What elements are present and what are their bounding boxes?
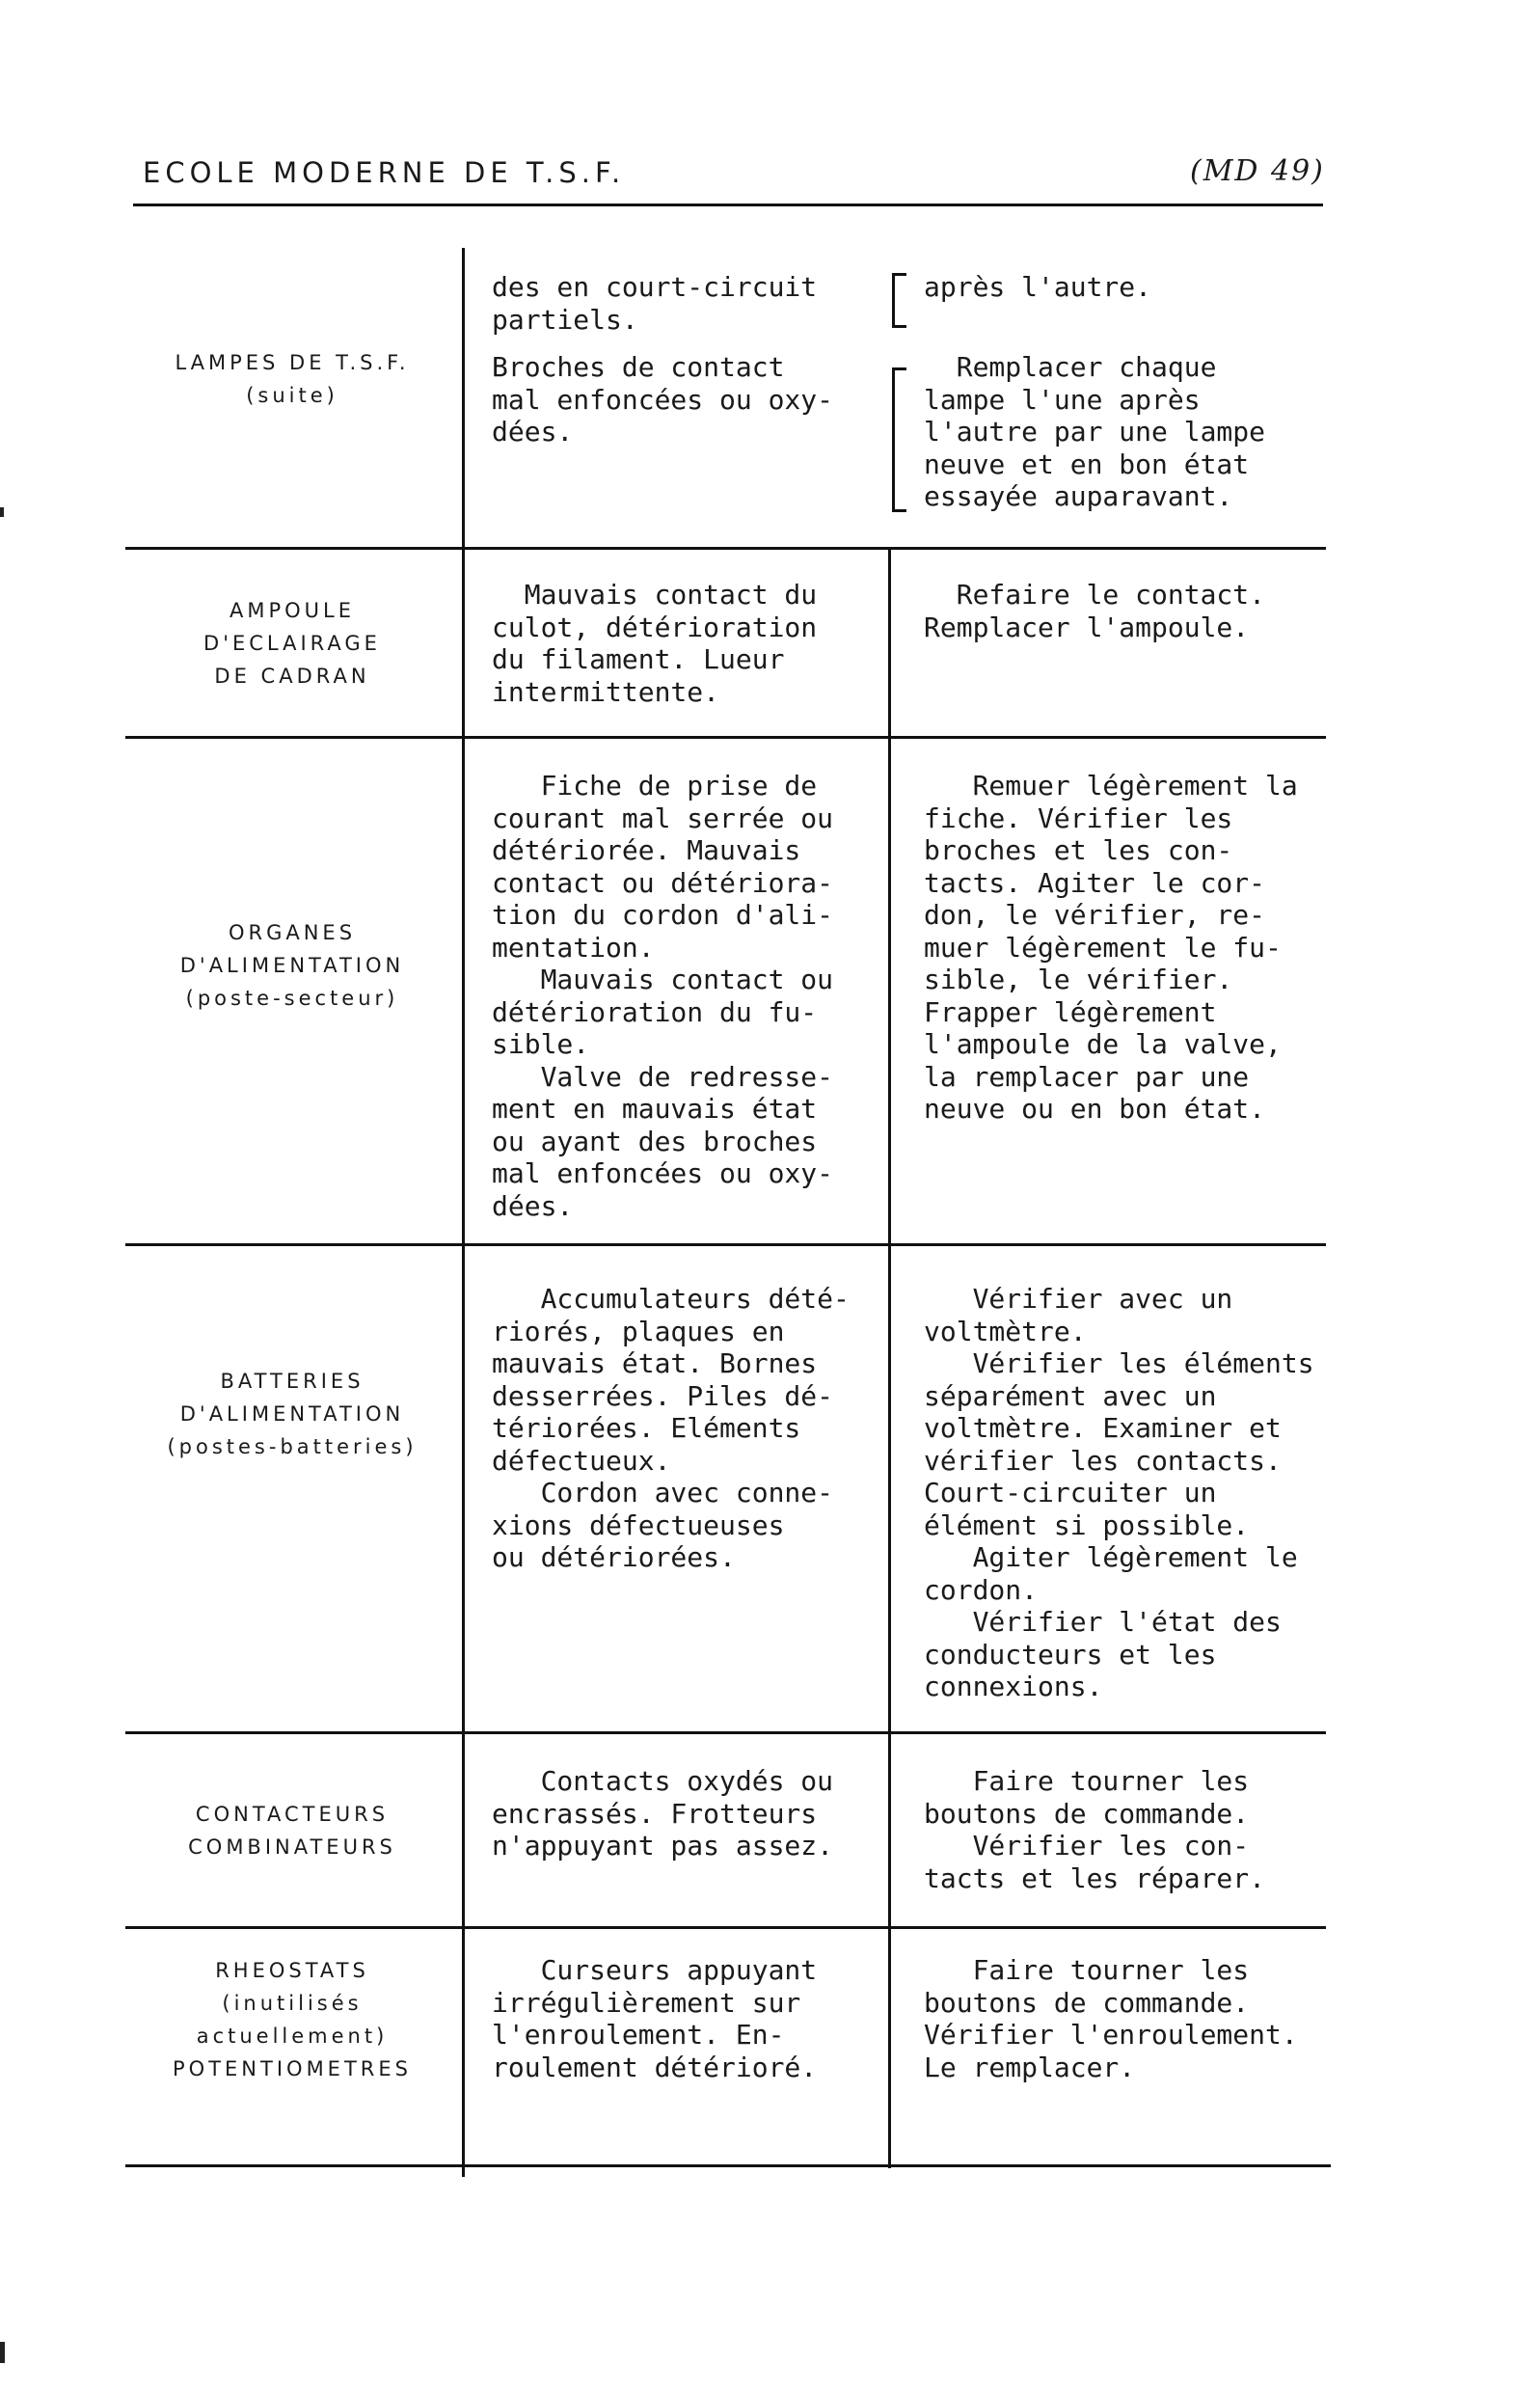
defects-cell: Fiche de prise de courant mal serrée ou détériorée. Mauvais contact ou détériora- tion du cordon d'ali- mentation. Mauvais contact ou détérioration du fu- sible. Valve de redresse- ment en mauvais état ou ayant des broches mal enfoncées ou oxy- dées. bbox=[492, 770, 834, 1222]
bracket bbox=[892, 273, 895, 328]
category-label: ORGANES D'ALIMENTATION (poste-secteur) bbox=[179, 921, 405, 1010]
category-label: AMPOULE D'ECLAIRAGE DE CADRAN bbox=[203, 599, 381, 688]
row-separator bbox=[125, 1243, 1326, 1246]
document-code: (MD 49) bbox=[1190, 154, 1325, 188]
remedy-cell: Remuer légèrement la fiche. Vérifier les broches et les con- tacts. Agiter le cor- don, le vérifier, re- muer légèrement le fu- sible, le vérifier. Frapper légèrement l'ampoule de la valve, la remplacer par une neuve ou en bon état. bbox=[924, 770, 1298, 1125]
category-label: BATTERIES D'ALIMENTATION (postes-batteries) bbox=[167, 1370, 418, 1458]
bracket bbox=[892, 367, 895, 512]
scan-margin-mark bbox=[0, 2342, 5, 2363]
category-label: CONTACTEURS COMBINATEURS bbox=[188, 1803, 396, 1859]
header-rule bbox=[133, 204, 1323, 206]
row-separator bbox=[125, 736, 1326, 739]
remedy-cell: après l'autre. bbox=[924, 271, 1152, 303]
scan-margin-mark bbox=[0, 507, 4, 517]
defects-cell: Curseurs appuyant irrégulièrement sur l'enroulement. En- roulement détérioré. bbox=[492, 1954, 818, 2083]
remedy-cell: Faire tourner les boutons de commande. Vérifier les con- tacts et les réparer. bbox=[924, 1765, 1266, 1894]
row-separator bbox=[125, 1731, 1326, 1734]
document-header-title: ECOLE MODERNE DE T.S.F. bbox=[143, 156, 626, 189]
row-separator bbox=[125, 1926, 1326, 1929]
remedy-cell: Remplacer chaque lampe l'une après l'autre par une lampe neuve et en bon état essayée auparavant. bbox=[924, 351, 1266, 512]
row-separator bbox=[125, 547, 1326, 550]
defects-cell: Accumulateurs dété- riorés, plaques en mauvais état. Bornes desserrées. Piles dé- tériorées. Eléments défectueux. Cordon avec conne- xions défectueuses ou détériorées. bbox=[492, 1283, 850, 1573]
defects-cell: Broches de contact mal enfoncées ou oxy- dées. bbox=[492, 351, 834, 448]
remedy-cell: Faire tourner les boutons de commande. Vérifier l'enroulement. Le remplacer. bbox=[924, 1954, 1298, 2083]
defects-cell: Contacts oxydés ou encrassés. Frotteurs n'appuyant pas assez. bbox=[492, 1765, 834, 1862]
category-label: LAMPES DE T.S.F. (suite) bbox=[175, 351, 410, 407]
defects-cell: des en court-circuit partiels. bbox=[492, 271, 818, 336]
row-separator bbox=[125, 2164, 1331, 2167]
remedy-cell: Refaire le contact. Remplacer l'ampoule. bbox=[924, 579, 1266, 643]
category-label: RHEOSTATS (inutilisés actuellement) POTENTIOMETRES bbox=[173, 1959, 412, 2080]
defects-cell: Mauvais contact du culot, détérioration du filament. Lueur intermittente. bbox=[492, 579, 818, 708]
column-divider-left bbox=[462, 248, 465, 2177]
remedy-cell: Vérifier avec un voltmètre. Vérifier les éléments séparément avec un voltmètre. Examiner et vérifier les contacts. Court-circuiter un élément si possible. Agiter légèrement le cordon. Vérifier l'état des conducteurs et les connexions. bbox=[924, 1283, 1314, 1702]
